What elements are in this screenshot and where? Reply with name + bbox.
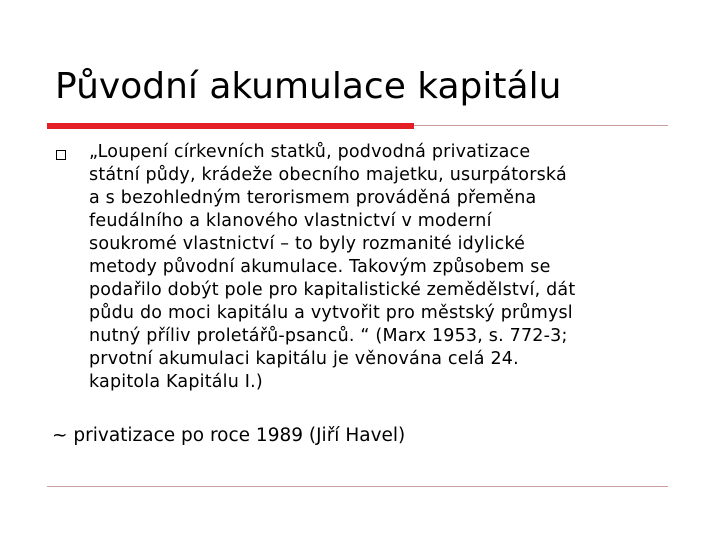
- quote-line: feudálního a klanového vlastnictví v moderní: [89, 211, 492, 231]
- quote-line: nutný příliv proletářů-psanců. “ (Marx 1953, s. 772-3;: [89, 326, 568, 346]
- comparison-note: ~ privatizace po roce 1989 (Jiří Havel): [52, 425, 406, 446]
- quote-line: soukromé vlastnictví – to byly rozmanité idylické: [89, 234, 526, 254]
- quote-line: státní půdy, krádeže obecního majetku, usurpátorská: [89, 165, 567, 185]
- quote-line: podařilo dobýt pole pro kapitalistické zemědělství, dát: [89, 280, 576, 300]
- square-bullet-icon: [56, 150, 66, 160]
- quote-line: prvotní akumulaci kapitálu je věnována celá 24.: [89, 349, 519, 369]
- slide-title: Původní akumulace kapitálu: [55, 66, 562, 107]
- footer-rule: [47, 486, 668, 487]
- quote-line: kapitola Kapitálu I.): [89, 372, 263, 392]
- quote-line: „Loupení církevních statků, podvodná privatizace: [89, 142, 531, 162]
- quote-line: metody původní akumulace. Takovým způsobem se: [89, 257, 551, 277]
- title-accent-bar: [47, 123, 414, 129]
- quote-paragraph: [89, 141, 679, 394]
- quote-line: půdu do moci kapitálu a vytvořit pro městský průmysl: [89, 303, 573, 323]
- quote-line: a s bezohledným terorismem prováděná přeměna: [89, 188, 537, 208]
